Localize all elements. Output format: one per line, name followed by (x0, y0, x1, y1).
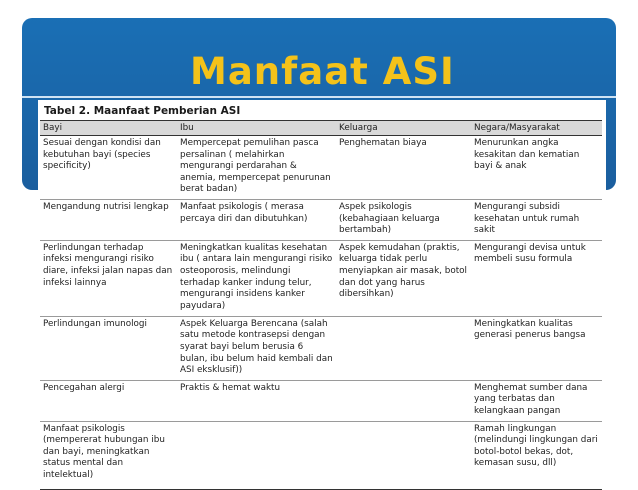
table-cell: Praktis & hemat waktu (177, 380, 336, 421)
table-cell: Mempercepat pemulihan pasca persalinan ( melahirkan mengurangi perdarahan & anemia, mempercepat penurunan berat badan) (177, 136, 336, 200)
table-row (40, 316, 602, 380)
table-cell: Perlindungan imunologi (40, 316, 177, 380)
table-cell: Ramah lingkungan (melindungi lingkungan dari botol-botol bekas, dot, kemasan susu, dll) (471, 421, 602, 489)
table-cell: Meningkatkan kualitas generasi penerus bangsa (471, 316, 602, 380)
table-cell: Aspek kemudahan (praktis, keluarga tidak perlu menyiapkan air masak, botol dan dot yang harus dibersihkan) (336, 240, 471, 316)
header-keluarga: Keluarga (336, 121, 471, 136)
header-bayi: Bayi (40, 121, 177, 136)
table-cell: Mengandung nutrisi lengkap (40, 199, 177, 240)
table-cell: Aspek psikologis (kebahagiaan keluarga bertambah) (336, 199, 471, 240)
table-row (40, 199, 602, 240)
table-cell (336, 316, 471, 380)
table-cell: Sesuai dengan kondisi dan kebutuhan bayi (species specificity) (40, 136, 177, 200)
table-cell: Mengurangi devisa untuk membeli susu formula (471, 240, 602, 316)
table-row (40, 380, 602, 421)
table-cell: Meningkatkan kualitas kesehatan ibu ( antara lain mengurangi risiko osteoporosis, melindungi terhadap kanker indung telur, mengurangi insidens kanker payudara) (177, 240, 336, 316)
table-cell: Pencegahan alergi (40, 380, 177, 421)
table-cell: Manfaat psikologis (mempererat hubungan ibu dan bayi, meningkatkan status mental dan intelektual) (40, 421, 177, 489)
table-cell (336, 380, 471, 421)
table-cell: Mengurangi subsidi kesehatan untuk rumah sakit (471, 199, 602, 240)
banner-divider (22, 96, 616, 98)
header-negara-masyarakat: Negara/Masyarakat (471, 121, 602, 136)
table-caption: Tabel 2. Maanfaat Pemberian ASI (44, 105, 241, 117)
table-cell: Penghematan biaya (336, 136, 471, 200)
table-cell: Menurunkan angka kesakitan dan kematian bayi & anak (471, 136, 602, 200)
slide-title: Manfaat ASI (190, 50, 455, 93)
table-row (40, 136, 602, 200)
table-cell: Perlindungan terhadap infeksi mengurangi risiko diare, infeksi jalan napas dan infeksi lainnya (40, 240, 177, 316)
benefits-table (40, 120, 602, 490)
table-row (40, 240, 602, 316)
table-cell: Aspek Keluarga Berencana (salah satu metode kontrasepsi dengan syarat bayi belum berusia 6 bulan, ibu belum haid kembali dan ASI eksklusif)) (177, 316, 336, 380)
header-ibu: Ibu (177, 121, 336, 136)
table-cell: Menghemat sumber dana yang terbatas dan kelangkaan pangan (471, 380, 602, 421)
table-header-row (40, 121, 602, 136)
table-panel (38, 100, 606, 480)
table-cell: Manfaat psikologis ( merasa percaya diri dan dibutuhkan) (177, 199, 336, 240)
